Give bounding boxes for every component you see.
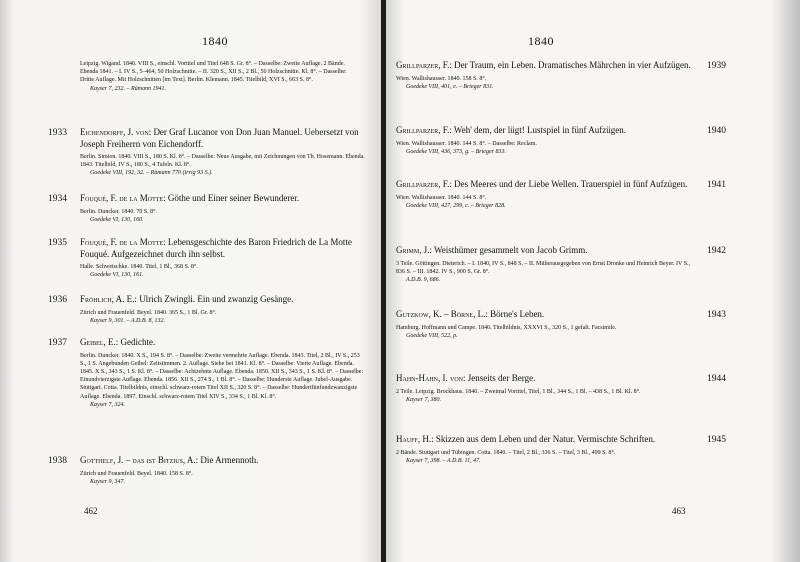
entry-1942 — [396, 245, 696, 284]
entry-title-text: Börne's Leben. — [490, 309, 545, 319]
right-page — [386, 0, 800, 562]
entry-title — [396, 179, 696, 191]
entry-ref: Goedeke VI, 130, 161. — [90, 272, 144, 279]
entry-ref: Goedeke VIII, 192, 32. – Rümann 770 (irrig 93 S.). — [90, 170, 213, 177]
entry-author: Gutzkow, K. – Börne, L.: — [396, 309, 488, 319]
entry-body: Hamburg. Hoffmann und Campe. 1840. Titelbildnis, XXXVI S., 320 S., 1 gefalt. Facsimile. — [396, 324, 617, 331]
entry-number: 1944 — [707, 374, 726, 384]
entry-body: 3 Teile. Göttingen. Dieterich. – I. 1840, IV S., 848 S. – II. Mitherausgegeben von Ernst Dronke und Heinrich Beyer. IV S., 836 S. – III. 1842. IV S., 900 S. Gr. 8°. — [396, 260, 691, 275]
entry-body: Berlin. Duncker. 1840. 70 S. 8°. — [80, 208, 158, 215]
entry-body: Wien. Wallishausser. 1840. 144 S. 8°. — [396, 194, 487, 201]
entry-author: Grillparzer, F.: — [396, 125, 452, 135]
entry-ref: Goedeke VIII, 401, e. – Brieger 831. — [406, 83, 494, 90]
entry-title — [80, 193, 365, 205]
left-page — [0, 0, 383, 562]
entry-title — [80, 127, 365, 150]
entry-1944 — [396, 373, 696, 404]
entry-title-text: Weisthümer gesammelt von Jacob Grimm. — [434, 245, 588, 255]
entry-ref: Kayser 9, 301. – A.D.B. 8, 132. — [90, 317, 166, 324]
entry-title — [80, 337, 365, 349]
entry-author: Fröhlich, A. E.: — [80, 294, 137, 304]
entry-title — [396, 434, 696, 446]
entry-number: 1936 — [48, 295, 67, 305]
entry-title-text: Der Graf Lucanor von Don Juan Manuel. Uebersetzt von Joseph Freiherrn von Eichendorff. — [80, 127, 359, 149]
entry-author: Hauff, H.: — [396, 434, 434, 444]
entry-ref: Kayser 7, 398. – A.D.B. 11, 47. — [406, 457, 481, 464]
entry-author: Fouqué, F. de la Motte: — [80, 193, 166, 203]
entry-author: Fouqué, F. de la Motte: — [80, 237, 166, 247]
entry-number: 1940 — [707, 126, 726, 136]
entry-title-text: Die Armennoth. — [200, 455, 259, 465]
entry-number: 1943 — [707, 310, 726, 320]
entry-title — [396, 373, 696, 385]
entry-author: Eichendorff, J. von: — [80, 127, 152, 137]
entry-body: Wien. Wallishausser. 1840. 158 S. 8°. — [396, 75, 487, 82]
entry-1936 — [80, 294, 365, 325]
entry-title-text: Jenseits der Berge. — [467, 373, 536, 383]
entry-author: Grimm, J.: — [396, 245, 432, 255]
entry-ref: Kayser 7, 380. — [406, 396, 441, 403]
entry-author: Grillparzer, F.: — [396, 179, 452, 189]
entry-title-text: Göthe und Einer seiner Bewunderer. — [167, 193, 300, 203]
entry-author: Hahn-Hahn, I. von: — [396, 373, 466, 383]
entry-body: 2 Teile. Leipzig. Brockhaus. 1840. – Zweimal Vortitel, Titel, 1 Bl., 344 S., 1 Bl. – 438 S., 1 Bl. Kl. 8°. — [396, 388, 641, 395]
page-year-heading: 1840 — [202, 34, 228, 48]
entry-number: 1941 — [707, 180, 726, 190]
entry-title-text: Weh' dem, der lügt! Lustspiel in fünf Aufzügen. — [453, 125, 627, 135]
entry-1939 — [396, 60, 696, 91]
entry-title-text: Gedichte. — [120, 337, 156, 347]
entry-ref: Kayser 9, 347. — [90, 478, 125, 485]
entry-title-text: Ulrich Zwingli. Ein und zwanzig Gesänge. — [139, 294, 294, 304]
entry-ref: Goedeke VIII, 522, p. — [406, 332, 458, 339]
entry-ref: Kayser 7, 324. — [90, 401, 125, 408]
entry-number: 1939 — [707, 61, 726, 71]
entry-number: 1933 — [48, 128, 67, 138]
entry-1937 — [80, 337, 365, 409]
entry-author: Geibel, E.: — [80, 337, 119, 347]
entry-title — [396, 245, 696, 257]
page-year-heading: 1840 — [528, 34, 554, 48]
entry-1933 — [80, 127, 365, 178]
entry-author: Grillparzer, F.: — [396, 60, 452, 70]
entry-number: 1945 — [707, 435, 726, 445]
entry-number: 1937 — [48, 338, 67, 348]
page-number: 462 — [84, 506, 98, 516]
entry-body: 2 Bände. Stuttgart und Tübingen. Cotta. 1840. – Titel, 2 Bl., 336 S. – Titel, 3 Bl., 499 S. 8°. — [396, 449, 616, 456]
entry-title-text: Skizzen aus dem Leben und der Natur. Vermischte Schriften. — [435, 434, 656, 444]
entry-number: 1938 — [48, 456, 67, 466]
entry-body: Berlin. Duncker. 1840. X S., 194 S. 8°. – Dasselbe: Zweite vermehrte Auflage. Ebenda. 1843. Titel, 2 Bl., IV S., 253 S., 1 S. Angebunden Geibel: Zeitstimmen. 2. Auflage. Siehe bei 1841. Kl. 8°. – Dasselbe: Vierte Auflage. Ebenda. 1845. X S., 343 S., 1 S. Kl. 8°. – Dasselbe: Achtzehnte Auflage. Ebenda. 1850. XII S., 343 S., 1 S. Kl. 8°. – Dasselbe: Einundvierzigste Auflage. Ebenda. 1856. XII S., 274 S., 1 Bl. 8°. – Dasselbe: Hunderste Auflage. Jubel-Ausgabe. Stuttgart. Cotta. Titelbildnis, einschl. schwarz-rotem Titel XII S., 320 S. 8°. – Dasselbe: Hundertfünfundzwanzigste Auflage. Ebenda. 1897. Einschl. schwarz-rotem Titel XIV S., 334 S., 1 Bl. Kl. 8°. — [80, 352, 364, 400]
entry-title — [396, 60, 696, 72]
entry-1940 — [396, 125, 696, 156]
entry-title-text: Des Meeres und der Liebe Wellen. Trauerspiel in fünf Aufzügen. — [454, 179, 688, 189]
entry-1945 — [396, 434, 696, 465]
page-number: 463 — [672, 506, 686, 516]
entry-author: Gotthelf, J. – das ist Bitzius, A.: — [80, 455, 199, 465]
entry-1938 — [80, 455, 365, 486]
entry-number: 1942 — [707, 246, 726, 256]
entry-ref: Goedeke VIII, 436, 373, g. – Brieger 833. — [406, 148, 506, 155]
entry-body: Halle. Schwetschke. 1840. Titel, 1 Bl., 368 S. 8°. — [80, 264, 198, 270]
continued-entry — [80, 60, 362, 93]
entry-number: 1935 — [48, 238, 67, 248]
entry-body: Berlin. Simion. 1840. VIII S., 180 S. Kl. 8°. – Dasselbe: Neue Ausgabe, mit Zeichnungen von Th. Hosemann. Ebenda. 1843. Titelbild, IV S., 180 S., 4 Tafeln. Kl. 8°. — [80, 154, 365, 169]
entry-number: 1934 — [48, 194, 67, 204]
entry-body: Leipzig. Wigand. 1840. VIII S., einschl. Vortitel und Titel 648 S. Gr. 8°. – Dasselbe: Zweite Auflage. 2 Bände. Ebenda 1841. – I. IV S., 5–464, 50 Holzschnitte. – II. 320 S., XII S., 2 Bl., 50 Holzschnitte. Kl. 8°. – Dasselbe: Dritte Auflage. Mit Holzschnitten [im Text]. Berlin. Klemann. 1845. Titelbild, XVI S., 663 S. 8°. — [80, 61, 347, 84]
entry-body: Zürich und Frauenfeld. Beyel. 1840. 158 S. 8°. — [80, 470, 193, 477]
entry-title — [80, 455, 365, 467]
entry-1935 — [80, 237, 365, 279]
entry-ref: Kayser 7, 232. – Rümann 1941. — [90, 85, 166, 92]
entry-1941 — [396, 179, 696, 210]
entry-body: Wien. Wallishausser. 1840. 144 S. 8°. – Dasselbe: Reclam. — [396, 140, 537, 147]
entry-ref: A.D.B. 9, 686. — [406, 276, 441, 283]
entry-title — [396, 125, 696, 137]
entry-ref: Goedeke VIII, 427, 299, c. – Brieger 828. — [406, 202, 506, 209]
entry-body: Zürich und Frauenfeld. Beyel. 1840. 365 S., 1 Bl. Gr. 8°. — [80, 309, 217, 316]
entry-1934 — [80, 193, 365, 224]
entry-title-text: Der Traum, ein Leben. Dramatisches Mährchen in vier Aufzügen. — [454, 60, 691, 70]
entry-title-text: Lebensgeschichte des Baron Friedrich de La Motte Fouqué. Aufgezeichnet durch ihn selbst. — [80, 237, 352, 259]
entry-ref: Goedeke VI, 130, 160. — [90, 216, 144, 223]
entry-title — [80, 237, 365, 260]
entry-title — [396, 309, 696, 321]
entry-title — [80, 294, 365, 306]
entry-1943 — [396, 309, 696, 340]
